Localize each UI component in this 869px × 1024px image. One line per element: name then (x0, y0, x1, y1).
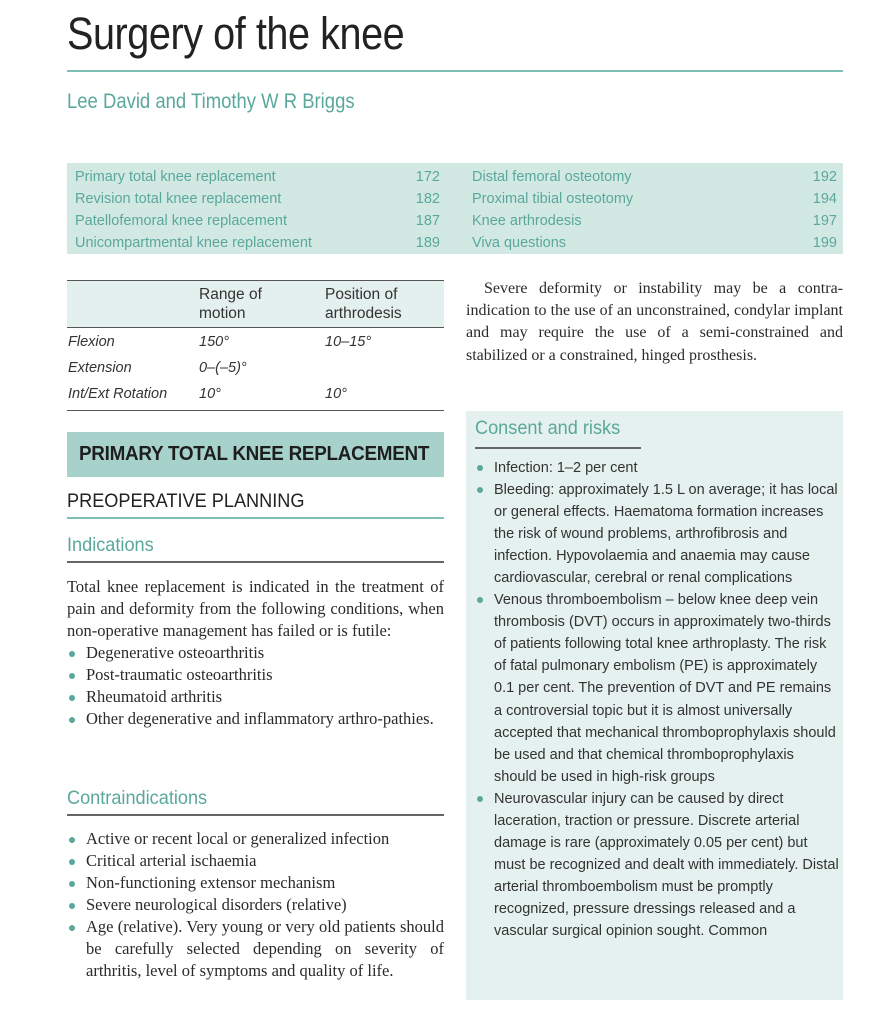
toc-entry[interactable] (472, 210, 837, 232)
list-item: Bleeding: approximately 1.5 L on average; it has local or general effects. Haematoma formation increases the risk of wound problems, arthrofibrosis and infection. Hypovolaemia and anaemia may cause cardiovascular, cerebral or renal complications (475, 479, 839, 589)
list-item: Active or recent local or generalized infection (67, 828, 444, 850)
chapter-authors: Lee David and Timothy W R Briggs (67, 90, 355, 113)
toc-entry-label: Knee arthrodesis (472, 213, 582, 229)
toc-entry-label: Distal femoral osteotomy (472, 169, 632, 185)
toc-entry-label: Proximal tibial osteotomy (472, 191, 634, 207)
toc-entry-label: Primary total knee replacement (75, 169, 276, 185)
position-cell: 10° (325, 386, 347, 402)
toc-entry-page: 182 (415, 191, 440, 207)
toc-entry[interactable] (472, 188, 837, 210)
subsection-divider (67, 517, 444, 519)
table-row (67, 330, 444, 356)
range-cell: 10° (199, 386, 221, 402)
indications-body (67, 576, 444, 730)
toc-entry-label: Patellofemoral knee replacement (75, 213, 287, 229)
table-row (67, 382, 444, 408)
paragraph-text: Severe deformity or instability may be a contra-indication to the use of an unconstrained, condylar implant and may require the use of a semi-constrained and stabilized or a constrained, hinged prosthesis. (466, 280, 843, 364)
consent-divider (475, 447, 641, 449)
consent-and-risks-box (466, 411, 843, 1000)
toc-left-column (75, 166, 440, 254)
range-of-motion-table (67, 280, 444, 411)
toc-entry[interactable] (75, 210, 440, 232)
range-cell: 0–(–5)° (199, 360, 247, 376)
movement-cell: Flexion (68, 334, 115, 350)
table-row (67, 356, 444, 382)
list-item: Non-functioning extensor mechanism (67, 872, 444, 894)
toc-entry-page: 194 (812, 191, 837, 207)
header-range-of-motion: Range of motion (199, 286, 262, 322)
toc-entry[interactable] (472, 166, 837, 188)
toc-entry-page: 192 (812, 169, 837, 185)
list-item: Infection: 1–2 per cent (475, 457, 839, 479)
toc-entry[interactable] (75, 188, 440, 210)
list-item: Rheumatoid arthritis (67, 686, 444, 708)
contraindications-heading: Contraindications (67, 787, 208, 809)
intro-paragraph (466, 278, 843, 367)
risks-list (475, 457, 839, 942)
contraindications-body (67, 828, 444, 982)
toc-entry[interactable] (472, 232, 837, 254)
consent-heading: Consent and risks (475, 417, 621, 439)
list-item: Post-traumatic osteoarthritis (67, 664, 444, 686)
toc-entry-label: Revision total knee replacement (75, 191, 282, 207)
toc-entry[interactable] (75, 166, 440, 188)
title-divider (67, 70, 843, 72)
indications-heading: Indications (67, 534, 154, 556)
list-item: Neurovascular injury can be caused by direct laceration, traction or pressure. Discrete arterial damage is rare (approximately 0.05 per cent) but must be recognized and dealt with immediately. Distal arterial thromboembolism must be promptly recognized, pressure dressings released and a vascular surgical opinion sought. Common (475, 788, 839, 942)
header-position-of-arthrodesis: Position of arthrodesis (325, 286, 402, 322)
toc-entry-page: 187 (415, 213, 440, 229)
subsection-title: PREOPERATIVE PLANNING (67, 490, 305, 512)
table-header (67, 281, 444, 328)
movement-cell: Int/Ext Rotation (68, 386, 168, 402)
movement-cell: Extension (68, 360, 132, 376)
toc-entry-page: 189 (415, 235, 440, 251)
indications-list (67, 642, 444, 730)
list-item: Venous thromboembolism – below knee deep vein thrombosis (DVT) occurs in approximately two-thirds of patients following total knee arthroplasty. The risk of fatal pulmonary embolism (PE) is approximately 0.1 per cent. The prevention of DVT and PE remains a controversial topic but it is almost universally accepted that mechanical thromboprophylaxis should be used and that chemical thromboprophylaxis should be used in high-risk groups (475, 589, 839, 787)
contraindications-list (67, 828, 444, 982)
list-item: Age (relative). Very young or very old patients should be carefully selected depending on severity of arthritis, level of symptoms and quality of life. (67, 916, 444, 982)
section-title: PRIMARY TOTAL KNEE REPLACEMENT (79, 442, 430, 465)
indications-divider (67, 561, 444, 563)
toc-entry-page: 199 (812, 235, 837, 251)
range-cell: 150° (199, 334, 229, 350)
list-item: Severe neurological disorders (relative) (67, 894, 444, 916)
contraindications-divider (67, 814, 444, 816)
list-item: Critical arterial ischaemia (67, 850, 444, 872)
table-of-contents (67, 163, 843, 254)
toc-entry-label: Viva questions (472, 235, 567, 251)
chapter-title: Surgery of the knee (67, 8, 405, 59)
toc-entry-page: 197 (812, 213, 837, 229)
indications-intro: Total knee replacement is indicated in the treatment of pain and deformity from the following conditions, when non-operative management has failed or is futile: (67, 577, 444, 640)
position-cell: 10–15° (325, 334, 372, 350)
toc-entry[interactable] (75, 232, 440, 254)
toc-entry-label: Unicompartmental knee replacement (75, 235, 312, 251)
list-item: Degenerative osteoarthritis (67, 642, 444, 664)
section-title-bar (67, 432, 444, 477)
toc-entry-page: 172 (415, 169, 440, 185)
toc-right-column (472, 166, 837, 254)
list-item: Other degenerative and inflammatory arthro-pathies. (67, 708, 444, 730)
